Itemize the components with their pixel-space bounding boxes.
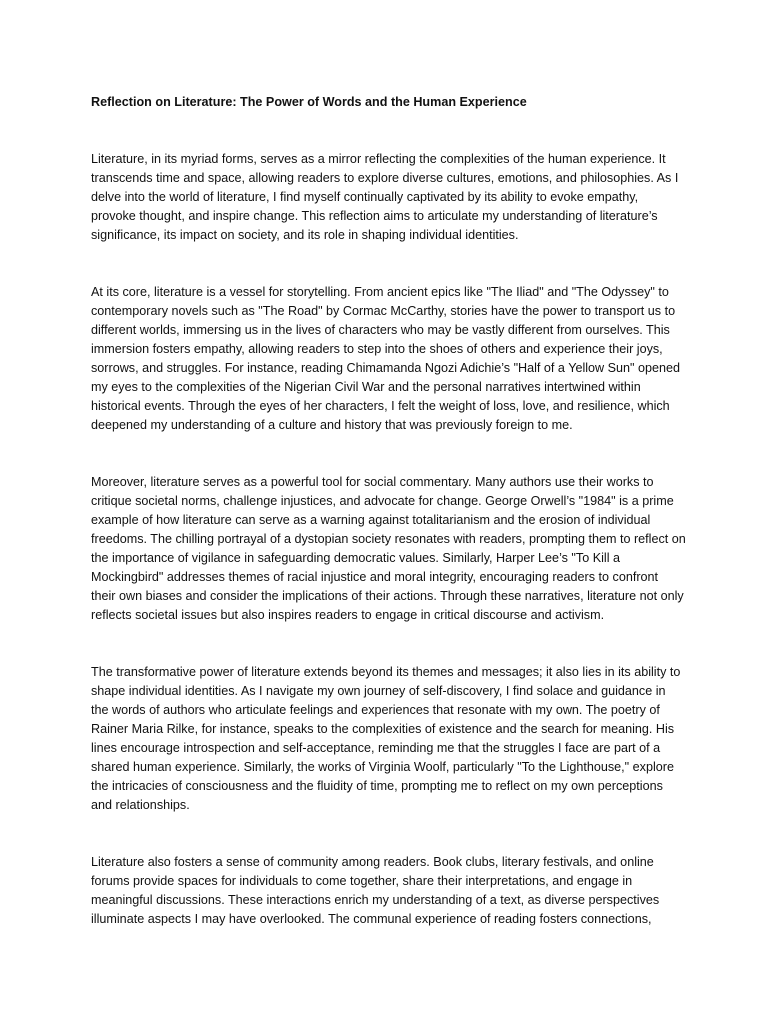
paragraph-4: The transformative power of literature extends beyond its themes and messages; it also lies in its ability to shape individual identities. As I navigate my own journey of self-discovery, I find solace and guidance in the words of authors who articulate feelings and experiences that resonate with my own. The poetry of Rainer Maria Rilke, for instance, speaks to the complexities of existence and the search for meaning. His lines encourage introspection and self-acceptance, reminding me that the struggles I face are part of a shared human experience. Similarly, the works of Virginia Woolf, particularly "To the Lighthouse," explore the intricacies of consciousness and the fluidity of time, prompting me to reflect on my own perceptions and relationships.: [91, 665, 681, 812]
paragraph-5: Literature also fosters a sense of community among readers. Book clubs, literary festivals, and online forums provide spaces for individuals to come together, share their interpretations, and engage in meaningful discussions. These interactions enrich my understanding of a text, as diverse perspectives illuminate aspects I may have overlooked. The communal experience of reading fosters connections,: [91, 855, 660, 926]
paragraph-2: At its core, literature is a vessel for storytelling. From ancient epics like "The Iliad" and "The Odyssey" to contemporary novels such as "The Road" by Cormac McCarthy, stories have the power to transport us to different worlds, immersing us in the lives of characters who may be vastly different from ourselves. This immersion fosters empathy, allowing readers to step into the shoes of others and experience their joys, sorrows, and struggles. For instance, reading Chimamanda Ngozi Adichie’s "Half of a Yellow Sun" opened my eyes to the complexities of the Nigerian Civil War and the personal narratives intertwined within historical events. Through the eyes of her characters, I felt the weight of loss, love, and resilience, which deepened my understanding of a culture and history that was previously foreign to me.: [91, 285, 681, 432]
paragraph-3: Moreover, literature serves as a powerful tool for social commentary. Many authors use their works to critique societal norms, challenge injustices, and advocate for change. George Orwell’s "1984" is a prime example of how literature can serve as a warning against totalitarianism and the erosion of individual freedoms. The chilling portrayal of a dystopian society resonates with readers, prompting them to reflect on the importance of vigilance in safeguarding democratic values. Similarly, Harper Lee’s "To Kill a Mockingbird" addresses themes of racial injustice and moral integrity, encouraging readers to confront their own biases and consider the implications of their actions. Through these narratives, literature not only reflects societal issues but also inspires readers to engage in critical discourse and activism.: [91, 475, 686, 622]
document-title: Reflection on Literature: The Power of Words and the Human Experience: [91, 95, 527, 109]
document-body: [91, 93, 686, 967]
paragraph-1: Literature, in its myriad forms, serves as a mirror reflecting the complexities of the human experience. It transcends time and space, allowing readers to explore diverse cultures, emotions, and philosophies. As I delve into the world of literature, I find myself continually captivated by its ability to evoke empathy, provoke thought, and inspire change. This reflection aims to articulate my understanding of literature’s significance, its impact on society, and its role in shaping individual identities.: [91, 152, 679, 242]
